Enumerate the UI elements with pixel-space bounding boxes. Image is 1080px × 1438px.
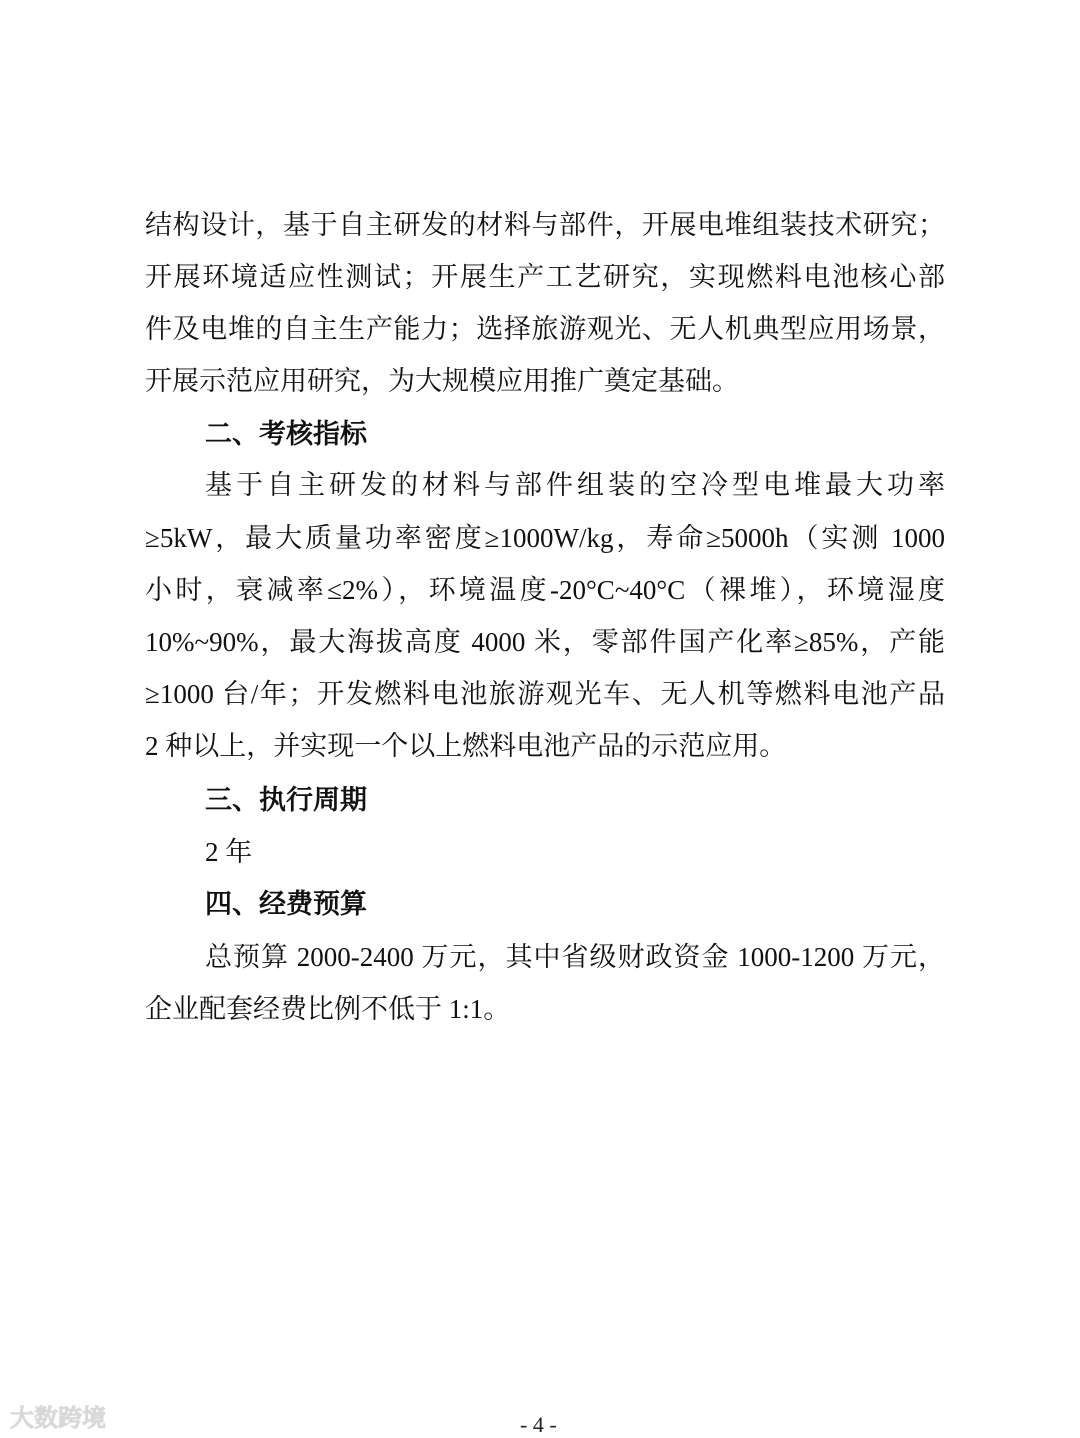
section-heading-assessment: 二、考核指标 bbox=[205, 419, 367, 449]
paragraph-line: 件及电堆的自主生产能力；选择旅游观光、无人机典型应用场景， bbox=[145, 314, 945, 344]
paragraph-line: 小时，衰减率≤2%），环境温度-20°C~40°C（裸堆），环境湿度 bbox=[145, 575, 945, 605]
paragraph-line: 基于自主研发的材料与部件组装的空冷型电堆最大功率 bbox=[205, 470, 945, 500]
paragraph-line: 2 种以上，并实现一个以上燃料电池产品的示范应用。 bbox=[145, 731, 787, 761]
period-value: 2 年 bbox=[205, 837, 253, 867]
paragraph-line: 开展环境适应性测试；开展生产工艺研究，实现燃料电池核心部 bbox=[145, 262, 945, 292]
paragraph-line: 结构设计，基于自主研发的材料与部件，开展电堆组装技术研究； bbox=[145, 210, 945, 240]
page-number: - 4 - bbox=[520, 1412, 557, 1437]
paragraph-line: 总预算 2000-2400 万元，其中省级财政资金 1000-1200 万元， bbox=[205, 942, 945, 972]
paragraph-line: 企业配套经费比例不低于 1:1。 bbox=[145, 994, 511, 1024]
section-heading-period: 三、执行周期 bbox=[205, 785, 367, 815]
paragraph-line: ≥5kW，最大质量功率密度≥1000W/kg，寿命≥5000h（实测 1000 bbox=[145, 523, 945, 553]
paragraph-line: 10%~90%，最大海拔高度 4000 米，零部件国产化率≥85%，产能 bbox=[145, 627, 945, 657]
section-heading-budget: 四、经费预算 bbox=[205, 889, 367, 919]
paragraph-line: 开展示范应用研究，为大规模应用推广奠定基础。 bbox=[145, 366, 739, 396]
watermark-logo: 大数跨境 bbox=[10, 1404, 106, 1432]
paragraph-line: ≥1000 台/年；开发燃料电池旅游观光车、无人机等燃料电池产品 bbox=[145, 679, 945, 709]
